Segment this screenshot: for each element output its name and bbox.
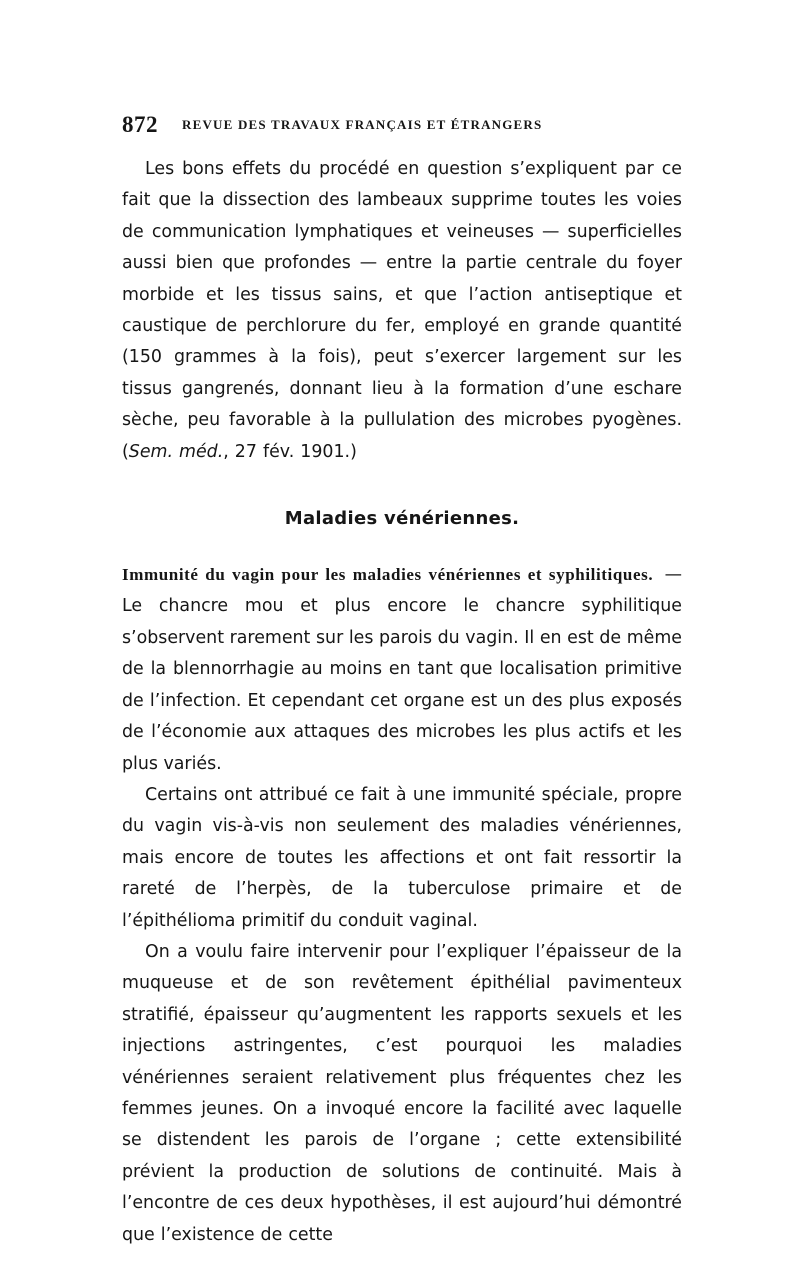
section-paragraph-2: Certains ont attribué ce fait à une immunité spéciale, propre du vagin vis-à-vis non seulement des maladies vénériennes, mais encore de toutes les affections et ont fait ressortir la rareté de l’herpès, de la tuberculose primaire et de l’épithélioma primitif du conduit vaginal.	[122, 784, 682, 931]
citation: (Sem. méd., 27 fév. 1901.)	[122, 441, 357, 462]
citation-date: , 27 fév. 1901.)	[223, 441, 357, 462]
book-page	[122, 112, 682, 1251]
intro-paragraph	[122, 154, 682, 468]
subheading: Immunité du vagin pour les maladies vénériennes et syphilitiques.	[122, 565, 654, 585]
subheading-dash: —	[664, 565, 683, 586]
intro-text: Les bons effets du procédé en question s’expliquent par ce fait que la dissection des lambeaux supprime toutes les voies de communication lymphatiques et veineuses — superficielles aussi bien que profondes — entre la partie centrale du foyer morbide et les tissus sains, et que l’action antiseptique et caustique de perchlorure du fer, employé en grande quantité (150 grammes à la fois), peut s’exercer largement sur les tissus gangrenés, donnant lieu à la formation d’une eschare sèche, peu favorable à la pullulation des microbes pyogènes.	[122, 159, 682, 431]
section-title: Maladies vénériennes.	[284, 508, 520, 530]
page-header	[122, 112, 682, 146]
paragraph-1-text: Le chancre mou et plus encore le chancre syphilitique s’observent rarement sur les parois du vagin. Il en est de même de la blennorrhagie au moins en tant que localisation primitive de l’infection. Et cependant cet organe est un des plus exposés de l’économie aux attaques des microbes les plus actifs et les plus variés.	[122, 596, 682, 774]
citation-source: Sem. méd.	[128, 441, 224, 462]
section-paragraph-1	[122, 559, 682, 780]
page-number: 872	[122, 112, 158, 137]
section-paragraph-3: On a voulu faire intervenir pour l’expliquer l’épaisseur de la muqueuse et de son revêtement épithélial pavimenteux stratifié, épaisseur qu’augmentent les rapports sexuels et les injections astringentes, c’est pourquoi les maladies vénériennes seraient relativement plus fréquentes chez les femmes jeunes. On a invoqué encore la facilité avec laquelle se distendent les parois de l’organe ; cette extensibilité prévient la production de solutions de continuité. Mais à l’encontre de ces deux hypothèses, il est aujourd’hui démontré que l’existence de cette	[122, 941, 682, 1245]
running-title: REVUE DES TRAVAUX FRANÇAIS ET ÉTRANGERS	[182, 117, 543, 132]
